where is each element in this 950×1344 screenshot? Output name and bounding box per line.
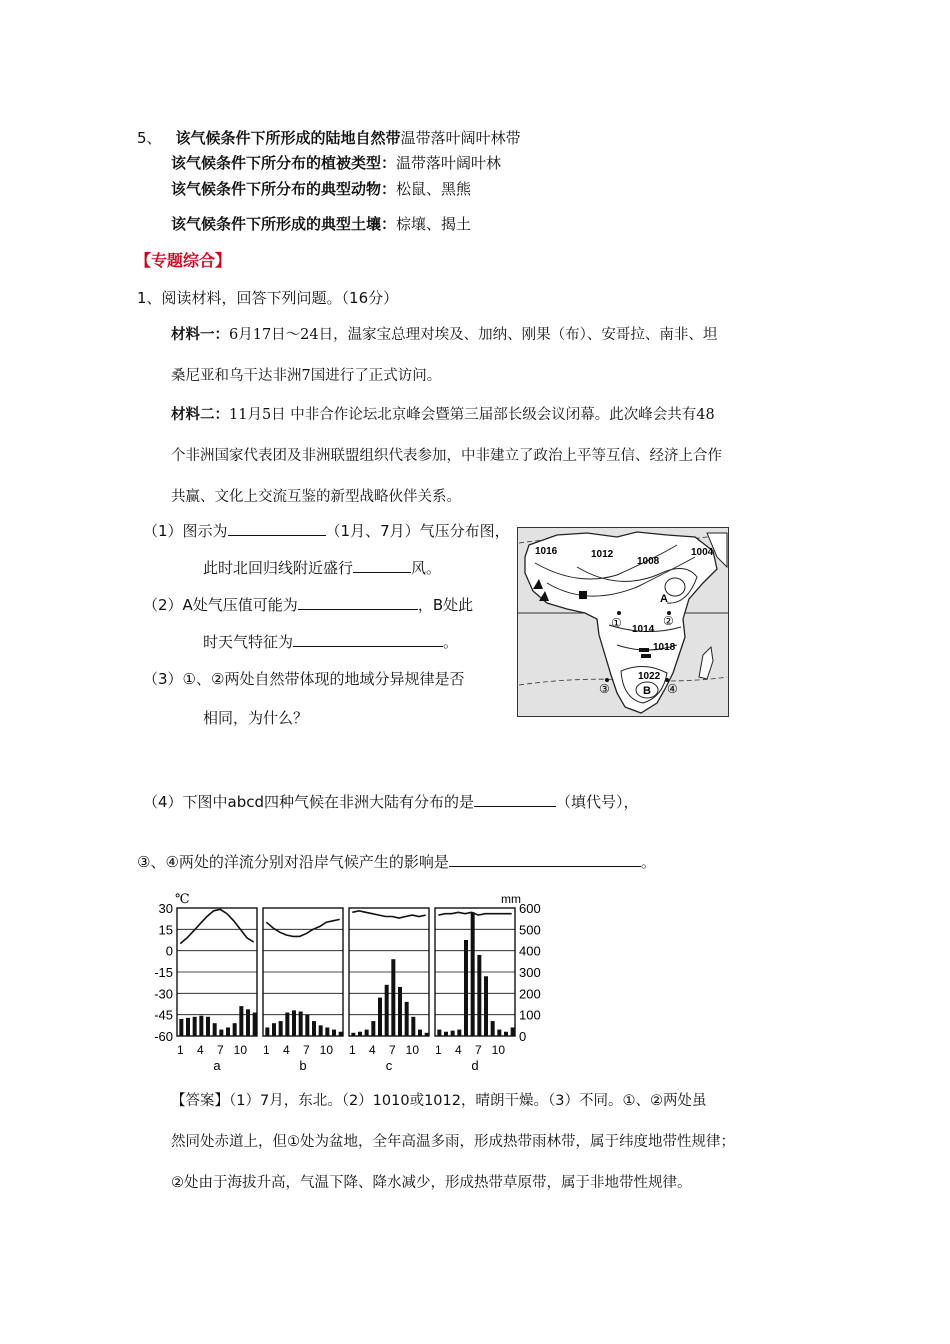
q1-p2-text-d: 。 [443, 633, 459, 651]
climate-charts [145, 890, 555, 1076]
q5-label-3: 该气候条件下所分布的典型动物： [171, 180, 397, 198]
q5-line-1 [137, 127, 521, 148]
q1-p4-text-b: （填代号）， [556, 793, 639, 811]
q1-part-3-line-1: （3）①、②两处自然带体现的地域分异规律是否 [143, 670, 465, 688]
precip-bar-c-12 [425, 1033, 429, 1036]
answer-blank-1[interactable] [228, 521, 326, 536]
answer-blank-2[interactable] [353, 558, 411, 573]
q1-part-1-line-1 [143, 520, 510, 541]
climate-panel-b [263, 908, 343, 1073]
marker-a: A [660, 593, 668, 605]
q5-value-2: 温带落叶阔叶林 [396, 154, 502, 172]
precip-bar-d-4 [457, 1030, 461, 1036]
isobar-label: 1022 [638, 671, 661, 682]
precip-bar-b-5 [292, 1010, 296, 1036]
precip-bar-c-9 [405, 1002, 409, 1036]
month-tick-label: 4 [282, 1043, 290, 1057]
precip-bar-b-10 [325, 1027, 329, 1036]
month-tick-label: 4 [454, 1043, 462, 1057]
q1-p4-text-c: ③、④两处的洋流分别对沿岸气候产生的影响是 [137, 853, 449, 871]
q1-part-2-line-2 [203, 631, 458, 652]
climate-panel-d [435, 908, 515, 1073]
q1-p1-text-d: 风。 [411, 559, 442, 577]
month-tick-label: 10 [491, 1043, 506, 1057]
temp-tick-label: 30 [158, 901, 173, 916]
isobar-label: 1008 [637, 556, 660, 567]
q5-number: 5、 [137, 129, 162, 147]
precip-bar-d-10 [497, 1030, 501, 1036]
month-tick-label: 7 [302, 1043, 310, 1057]
answer-line-2: 然同处赤道上，但①处为盆地，全年高温多雨，形成热带雨林带，属于纬度地带性规律； [171, 1134, 735, 1150]
month-tick-label: 7 [474, 1043, 482, 1057]
q5-value-1: 温带落叶阔叶林带 [400, 129, 521, 147]
month-tick-label: 7 [388, 1043, 396, 1057]
month-tick-label: 1 [262, 1043, 270, 1057]
answer-blank-6[interactable] [449, 852, 641, 867]
month-tick-label: 10 [233, 1043, 248, 1057]
precip-bar-d-3 [451, 1031, 455, 1036]
precip-bar-b-2 [272, 1023, 276, 1036]
precip-bar-a-2 [186, 1018, 190, 1036]
precip-bar-c-7 [391, 959, 395, 1036]
isobar-label: 1004 [691, 547, 714, 558]
precip-bar-b-6 [299, 1011, 303, 1036]
precip-tick-label: 300 [519, 965, 541, 980]
precip-tick-label: 200 [519, 986, 541, 1002]
precip-bar-a-6 [213, 1023, 217, 1036]
precip-bar-b-1 [265, 1027, 269, 1036]
temp-tick-label: -60 [154, 1029, 173, 1044]
temperature-axis [154, 901, 173, 1044]
precip-bar-d-9 [491, 1021, 495, 1036]
q5-label-4: 该气候条件下所形成的典型土壤： [171, 215, 397, 233]
precip-bar-a-11 [246, 1009, 250, 1036]
isobar-label: 1018 [653, 642, 676, 653]
precip-bar-c-2 [358, 1032, 362, 1036]
precip-bar-b-7 [305, 1015, 309, 1036]
q1-part-2-line-1 [143, 594, 473, 615]
q5-label-1: 该气候条件下所形成的陆地自然带 [175, 129, 401, 147]
month-tick-label: 7 [216, 1043, 224, 1057]
q1-p4-text-a: （4）下图中abcd四种气候在非洲大陆有分布的是 [143, 793, 475, 811]
precip-tick-label: 500 [519, 922, 541, 938]
answer-line-3: ②处由于海拔升高，气温下降、降水减少，形成热带草原带，属于非地带性规律。 [171, 1175, 692, 1191]
temp-tick-label: 15 [158, 922, 173, 938]
precip-bar-c-10 [411, 1017, 415, 1036]
precip-bar-d-5 [464, 940, 468, 1036]
month-tick-label: 4 [368, 1043, 376, 1057]
climate-panel-c [349, 908, 429, 1073]
q5-line-3 [171, 178, 471, 199]
temp-line-d [438, 912, 511, 915]
precip-bar-c-5 [378, 998, 382, 1036]
q1-p1-text-a: （1）图示为 [143, 522, 228, 540]
answer-blank-3[interactable] [298, 595, 418, 610]
q5-value-3: 松鼠、黑熊 [396, 180, 472, 198]
precip-bar-a-10 [239, 1006, 243, 1036]
panel-label-d: d [471, 1058, 479, 1073]
answer-blank-5[interactable] [474, 792, 556, 807]
unit-precipitation: mm [501, 892, 521, 906]
precip-bar-c-6 [385, 985, 389, 1036]
africa-pressure-map [517, 527, 729, 717]
precip-bar-b-11 [332, 1030, 336, 1036]
precipitation-axis [519, 901, 541, 1044]
precip-tick-label: 0 [519, 1029, 527, 1044]
isobar-label: 1012 [591, 549, 614, 560]
precip-tick-label: 100 [519, 1007, 541, 1023]
precip-bar-c-3 [365, 1030, 369, 1036]
precip-bar-d-6 [471, 912, 475, 1036]
q5-label-2: 该气候条件下所分布的植被类型： [171, 154, 397, 172]
precip-bar-d-11 [504, 1032, 508, 1036]
precip-bar-b-4 [285, 1013, 289, 1036]
month-tick-label: 10 [319, 1043, 334, 1057]
temp-tick-label: -30 [154, 986, 173, 1002]
marker-1: ① [611, 616, 622, 630]
q5-value-4: 棕壤、揭土 [396, 215, 472, 233]
q1-part-4-line-2 [137, 851, 656, 872]
precip-bar-b-12 [339, 1032, 343, 1036]
material-2-text-1: 11月5日 中非合作论坛北京峰会暨第三届部长级会议闭幕。此次峰会共有48 [229, 407, 715, 423]
q5-line-4 [171, 213, 471, 234]
material-2-line-3: 共赢、文化上交流互鉴的新型战略伙伴关系。 [171, 489, 461, 505]
month-tick-label: 1 [434, 1043, 442, 1057]
month-tick-label: 10 [405, 1043, 420, 1057]
q1-p1-text-c: 此时北回归线附近盛行 [203, 559, 354, 577]
marker-3: ③ [599, 682, 610, 696]
precip-bar-a-7 [219, 1030, 223, 1036]
precip-bar-d-1 [437, 1030, 441, 1036]
answer-line-1: 【答案】（1）7月，东北。（2）1010或1012，晴朗干燥。（3）不同。①、②两处虽 [171, 1093, 707, 1109]
panel-label-a: a [213, 1058, 221, 1073]
marker-b: B [643, 685, 651, 697]
isobar-label: 1016 [535, 546, 558, 557]
unit-temperature: ℃ [175, 892, 190, 907]
material-2-label: 材料二： [171, 406, 229, 423]
q1-p4-text-d: 。 [640, 853, 656, 871]
precip-tick-label: 400 [519, 943, 541, 959]
answer-blank-4[interactable] [293, 632, 443, 647]
material-1-text-1: 6月17日～24日，温家宝总理对埃及、加纳、刚果（布）、安哥拉、南非、坦 [229, 327, 718, 343]
q1-part-1-line-2 [203, 557, 441, 578]
precip-bar-a-3 [193, 1017, 197, 1036]
climate-panel-a [177, 908, 257, 1073]
q5-line-2 [171, 152, 501, 173]
temp-tick-label: 0 [165, 943, 173, 959]
month-tick-label: 1 [348, 1043, 356, 1057]
isobar-label: 1014 [632, 624, 655, 635]
q1-p2-text-b: ，B处此 [417, 596, 474, 614]
q1-part-3-line-2: 相同，为什么？ [203, 709, 309, 727]
precip-bar-c-8 [398, 987, 402, 1036]
month-tick-label: 4 [196, 1043, 204, 1057]
precip-bar-a-4 [199, 1016, 203, 1036]
precip-bar-a-1 [179, 1019, 183, 1036]
material-1-line-2: 桑尼亚和乌干达非洲7国进行了正式访问。 [171, 368, 442, 384]
precip-bar-a-12 [253, 1013, 257, 1036]
material-2-line-2: 个非洲国家代表团及非洲联盟组织代表参加，中非建立了政治上平等互信、经济上合作 [171, 448, 722, 464]
precip-bar-a-5 [206, 1017, 210, 1036]
climate-panels [177, 908, 515, 1073]
marker-2: ② [663, 614, 674, 628]
material-1-line-1 [171, 323, 717, 344]
marker-4: ④ [667, 682, 678, 696]
temp-tick-label: -45 [154, 1007, 173, 1023]
precip-bar-d-12 [511, 1027, 515, 1036]
temp-line-c [352, 911, 425, 918]
q1-part-4-line-1 [143, 791, 639, 812]
panel-label-b: b [299, 1058, 307, 1073]
q1-p2-text-a: （2）A处气压值可能为 [143, 596, 298, 614]
temp-line-a [180, 909, 253, 943]
q1-p1-text-b: （1月、7月）气压分布图， [325, 522, 510, 540]
precip-bar-c-1 [351, 1033, 355, 1036]
precip-bar-c-11 [418, 1030, 422, 1036]
precip-bar-d-8 [484, 976, 488, 1036]
precip-bar-a-9 [233, 1023, 237, 1036]
precip-bar-c-4 [371, 1021, 375, 1036]
q1-stem: 1、阅读材料，回答下列问题。（16分） [137, 289, 399, 307]
precip-bar-d-7 [477, 955, 481, 1036]
precip-bar-a-8 [226, 1027, 230, 1036]
precip-bar-d-2 [444, 1032, 448, 1036]
material-1-label: 材料一： [171, 326, 229, 343]
precip-bar-b-9 [319, 1025, 323, 1036]
q1-p2-text-c: 时天气特征为 [203, 633, 294, 651]
temp-line-b [266, 919, 339, 936]
precip-bar-b-8 [312, 1021, 316, 1036]
material-2-line-1 [171, 403, 715, 424]
temp-tick-label: -15 [154, 965, 173, 980]
panel-label-c: c [385, 1058, 393, 1073]
month-tick-label: 1 [176, 1043, 184, 1057]
precip-tick-label: 600 [519, 901, 541, 916]
section-title: 【专题综合】 [135, 251, 232, 270]
precip-bar-b-3 [279, 1021, 283, 1036]
